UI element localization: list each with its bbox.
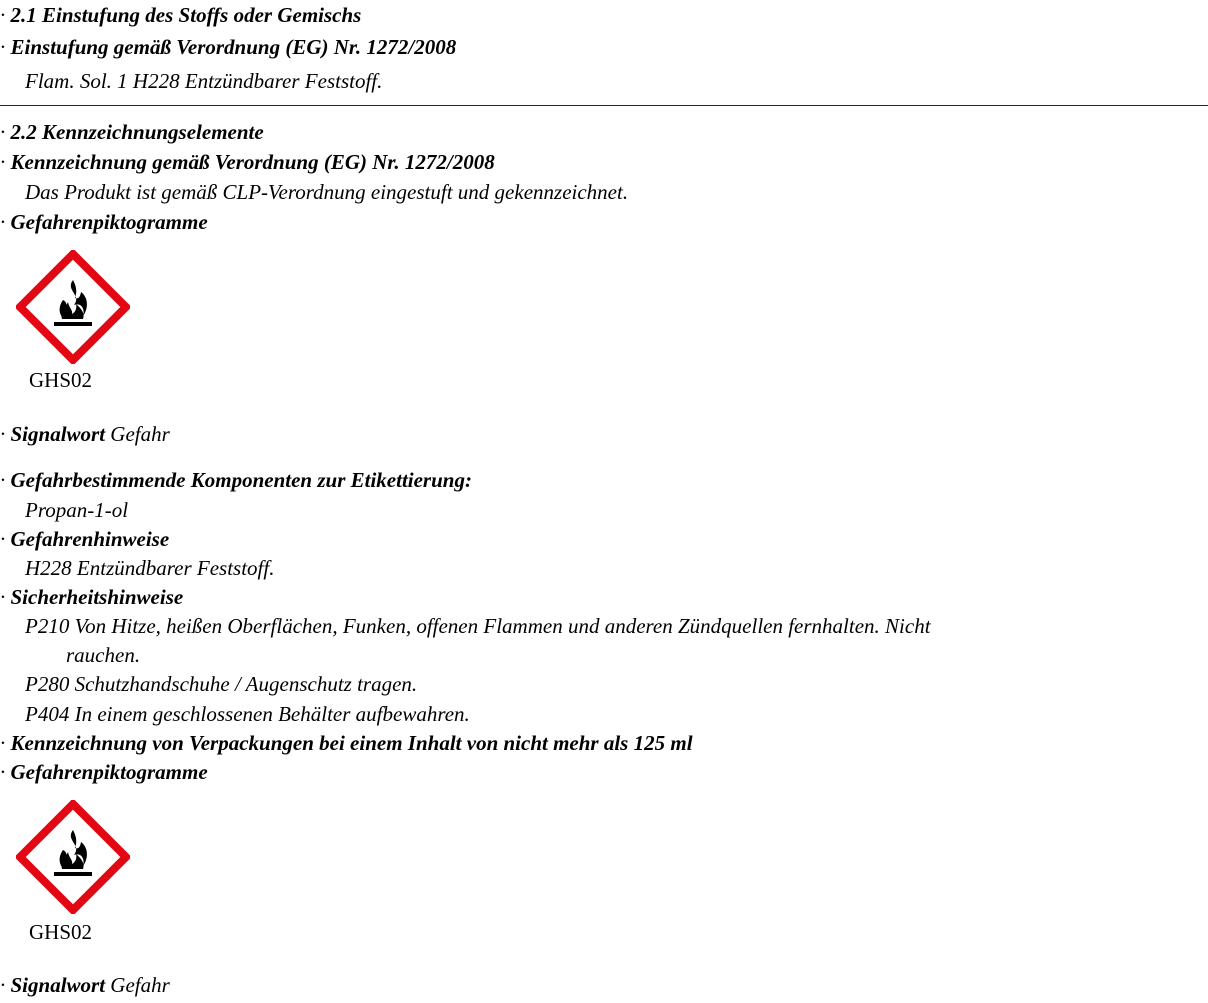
- pictograms-heading: · Gefahrenpiktogramme: [0, 210, 208, 234]
- clp-statement: Das Produkt ist gemäß CLP-Verordnung eingestuft und gekennzeichnet.: [25, 180, 629, 204]
- small-packaging-heading: · Kennzeichnung von Verpackungen bei einem Inhalt von nicht mehr als 125 ml: [0, 731, 693, 755]
- signal-word-label-2: Signalwort: [10, 973, 106, 997]
- bullet: ·: [0, 422, 6, 446]
- precaution-p404: P404 In einem geschlossenen Behälter aufbewahren.: [25, 702, 470, 726]
- bullet: ·: [0, 760, 6, 784]
- section-2-2-heading: · 2.2 Kennzeichnungselemente: [0, 120, 264, 144]
- precaution-p210-continued: rauchen.: [66, 643, 141, 667]
- bullet: ·: [0, 468, 6, 492]
- ghs02-pictogram: [16, 250, 130, 364]
- pictogram-code-2: GHS02: [29, 920, 93, 944]
- pictograms-heading-2: · Gefahrenpiktogramme: [0, 760, 208, 784]
- bullet: ·: [0, 973, 6, 997]
- bullet: ·: [0, 731, 6, 755]
- hazard-statements-heading: · Gefahrenhinweise: [0, 527, 170, 551]
- signal-word-line: [0, 422, 170, 446]
- flame-icon: [16, 250, 130, 364]
- precaution-p210: P210 Von Hitze, heißen Oberflächen, Funken, offenen Flammen und anderen Zündquellen fernhalten. Nicht: [25, 614, 931, 638]
- pictogram-code: GHS02: [29, 368, 93, 392]
- hazard-components-heading: · Gefahrbestimmende Komponenten zur Etikettierung:: [0, 468, 472, 492]
- classification-regulation-heading: · Einstufung gemäß Verordnung (EG) Nr. 1272/2008: [0, 35, 457, 59]
- section-divider: [0, 105, 1208, 106]
- hazard-statement-h228: H228 Entzündbarer Feststoff.: [25, 556, 275, 580]
- bullet: ·: [0, 585, 6, 609]
- bullet: ·: [0, 527, 6, 551]
- signal-word-value-2: Gefahr: [110, 973, 170, 997]
- flame-icon: [16, 800, 130, 914]
- signal-word-label: Signalwort: [10, 422, 106, 446]
- signal-word-value: Gefahr: [110, 422, 170, 446]
- precaution-p280: P280 Schutzhandschuhe / Augenschutz tragen.: [25, 672, 418, 696]
- classification-text: Flam. Sol. 1 H228 Entzündbarer Feststoff.: [25, 69, 383, 93]
- bullet: ·: [0, 3, 6, 27]
- labelling-regulation-heading: · Kennzeichnung gemäß Verordnung (EG) Nr. 1272/2008: [0, 150, 495, 174]
- bullet: ·: [0, 210, 6, 234]
- bullet: ·: [0, 120, 6, 144]
- precautionary-statements-heading: · Sicherheitshinweise: [0, 585, 184, 609]
- section-2-1-heading: · 2.1 Einstufung des Stoffs oder Gemischs: [0, 3, 362, 27]
- signal-word-line-2: [0, 973, 170, 997]
- hazard-component: Propan-1-ol: [25, 498, 129, 522]
- bullet: ·: [0, 150, 6, 174]
- ghs02-pictogram-2: [16, 800, 130, 914]
- bullet: ·: [0, 35, 6, 59]
